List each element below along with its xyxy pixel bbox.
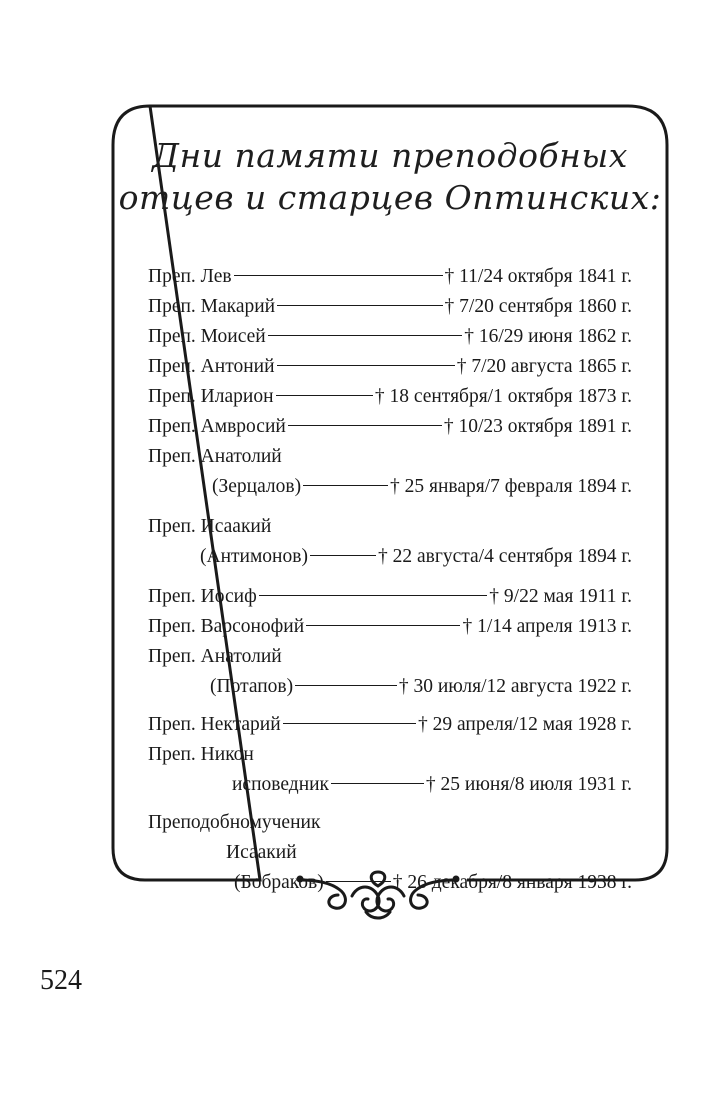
entry-name: Преп. Лев <box>148 266 232 287</box>
entry-name: Преп. Иосиф <box>148 586 257 607</box>
entry-name: Преп. Никон <box>148 744 254 765</box>
leader-line <box>259 595 488 596</box>
list-item <box>148 352 632 382</box>
leader-line <box>277 305 442 306</box>
entry-date: † 7/20 августа 1865 г. <box>456 356 632 377</box>
list-item <box>148 770 632 800</box>
leader-line <box>306 625 460 626</box>
entry-name: Преп. Анатолий <box>148 446 282 467</box>
entry-date: † 30 июля/12 августа 1922 г. <box>398 676 632 697</box>
list-item <box>148 322 632 352</box>
leader-line <box>326 881 391 882</box>
entry-name-secondary: (Антимонов) <box>200 546 308 567</box>
list-item <box>148 412 632 442</box>
entry-name: Преподобномученик <box>148 812 321 833</box>
entry-name: Преп. Нектарий <box>148 714 281 735</box>
leader-line <box>276 395 373 396</box>
entry-date: † 16/29 июня 1862 г. <box>464 326 632 347</box>
list-item <box>148 868 632 898</box>
list-item <box>148 672 632 702</box>
entry-date: † 11/24 октября 1841 г. <box>444 266 632 287</box>
leader-line <box>303 485 388 486</box>
entry-date: † 25 января/7 февраля 1894 г. <box>390 476 632 497</box>
commemoration-list <box>148 262 632 898</box>
entry-name-secondary: (Зерцалов) <box>212 476 302 497</box>
leader-line <box>288 425 442 426</box>
entry-date: † 29 апреля/12 мая 1928 г. <box>418 714 632 735</box>
leader-line <box>310 555 376 556</box>
list-item <box>148 612 632 642</box>
leader-line <box>331 783 424 784</box>
entry-date: † 26 декабря/8 января 1938 г. <box>392 872 632 893</box>
leader-line <box>268 335 463 336</box>
entry-name: Преп. Моисей <box>148 326 266 347</box>
leader-line <box>283 723 416 724</box>
entry-name: Преп. Исаакий <box>148 516 272 537</box>
entry-name-secondary: (Потапов) <box>210 676 294 697</box>
entry-name: Преп. Амвросий <box>148 416 286 437</box>
entry-name: Преп. Варсонофий <box>148 616 305 637</box>
heading-line-1: Дни памяти преподобных <box>152 136 628 175</box>
entry-date: † 10/23 октября 1891 г. <box>443 416 632 437</box>
leader-line <box>234 275 443 276</box>
entry-name: Преп. Иларион <box>148 386 274 407</box>
entry-name: Преп. Анатолий <box>148 646 282 667</box>
entry-date: † 1/14 апреля 1913 г. <box>462 616 632 637</box>
entry-date: † 7/20 сентября 1860 г. <box>444 296 632 317</box>
list-item <box>148 472 632 502</box>
heading-line-2: отцев и старцев Оптинских: <box>118 178 662 217</box>
entry-date: † 18 сентября/1 октября 1873 г. <box>374 386 632 407</box>
list-item <box>148 710 632 740</box>
list-item <box>148 382 632 412</box>
entry-name-secondary: исповедник <box>232 774 330 795</box>
list-item <box>148 582 632 612</box>
entry-name-tertiary: (Бобраков) <box>234 872 324 893</box>
entry-name: Преп. Антоний <box>148 356 275 377</box>
entry-date: † 9/22 мая 1911 г. <box>489 586 632 607</box>
entry-name-secondary: Исаакий <box>226 842 297 863</box>
entry-name: Преп. Макарий <box>148 296 276 317</box>
leader-line <box>295 685 397 686</box>
entry-date: † 25 июня/8 июля 1931 г. <box>425 774 632 795</box>
list-item <box>148 542 632 572</box>
entry-date: † 22 августа/4 сентября 1894 г. <box>377 546 632 567</box>
leader-line <box>277 365 455 366</box>
page-number: 524 <box>40 965 82 996</box>
list-item <box>148 262 632 292</box>
list-item <box>148 292 632 322</box>
